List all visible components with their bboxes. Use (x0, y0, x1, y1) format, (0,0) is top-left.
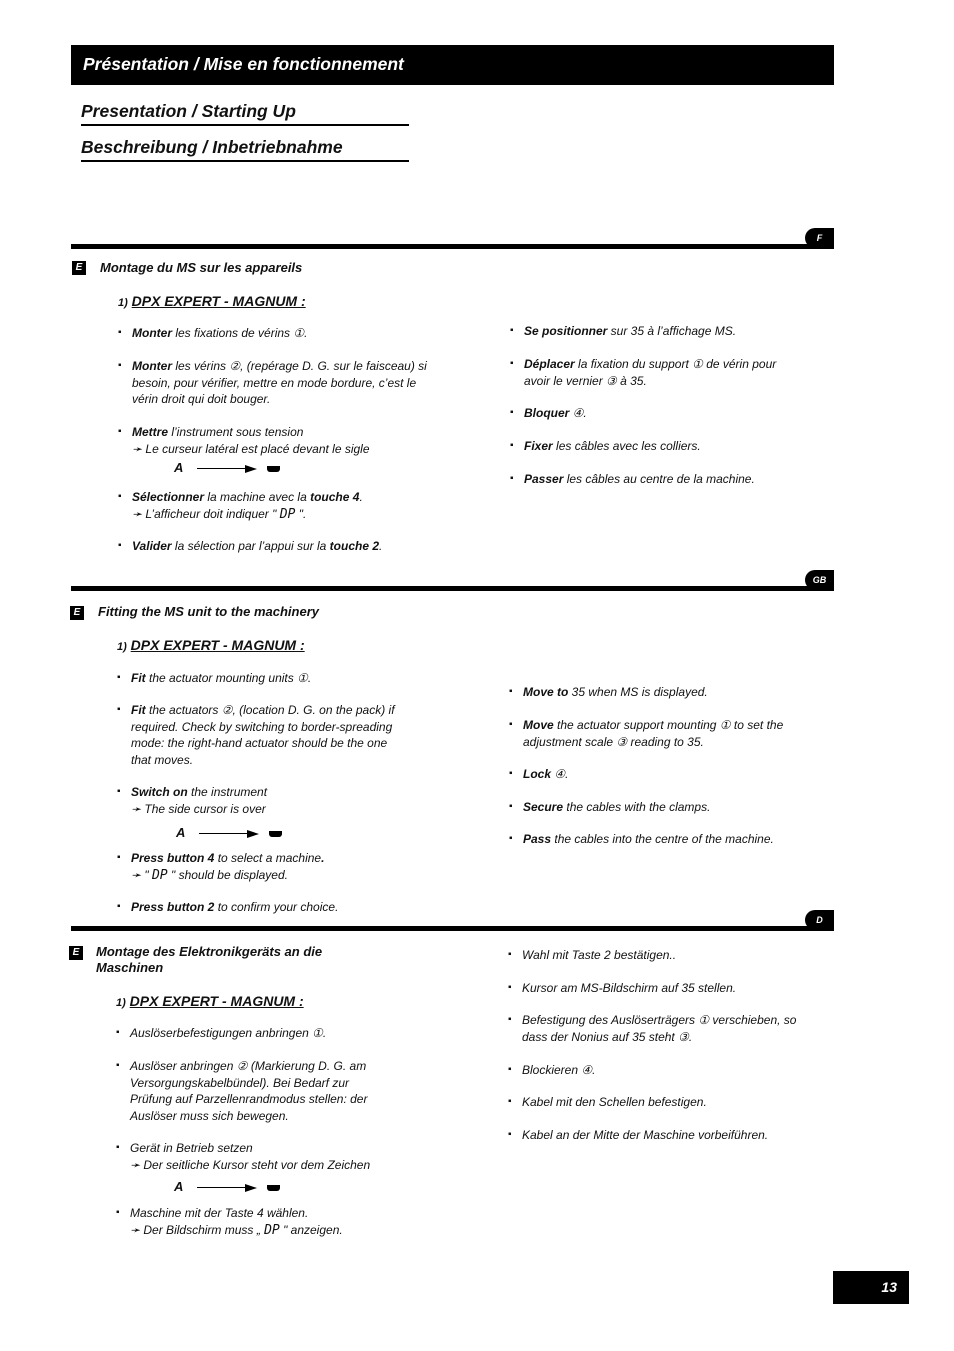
list-item: ▪ Fit the actuator mounting units ①. (117, 670, 421, 687)
list-item: ▪ Kabel mit den Schellen befestigen. (508, 1094, 812, 1111)
lang-tab-f: F (805, 228, 834, 248)
model-heading-d (116, 993, 304, 1009)
list-item: ▪ Kabel an der Mitte der Maschine vorbeiführen. (508, 1127, 822, 1144)
list-item: ▪ Kursor am MS-Bildschirm auf 35 stellen. (508, 980, 812, 997)
model-number: 1) (116, 997, 126, 1009)
model-heading-f (118, 293, 306, 309)
arrow-icon (247, 830, 259, 838)
list-item: ▪ Gerät in Betrieb setzen ➛ Der seitliche Kursor steht vor dem Zeichen (116, 1140, 430, 1173)
list-item: ▪ Switch on the instrument ➛ The side cursor is over (117, 784, 421, 817)
subtitle-d: Beschreibung / Inbetriebnahme (81, 137, 409, 162)
list-item: ▪ Valider la sélection par l’appui sur la touche 2. (118, 538, 452, 555)
list-item: ▪ Se positionner sur 35 à l’affichage MS. (510, 323, 804, 340)
list-item: ▪ Sélectionner la machine avec la touche 4. ➛ L’afficheur doit indiquer " DP ". (118, 489, 452, 523)
cursor-icon (269, 831, 282, 837)
section-title-f: Montage du MS sur les appareils (100, 260, 303, 275)
model-name: DPX EXPERT - MAGNUM : (130, 637, 305, 653)
section-marker-d: E (69, 946, 83, 960)
list-item: ▪ Déplacer la fixation du support ① de vérin pour avoir le vernier ③ à 35. (510, 356, 804, 389)
section-rule-gb (71, 586, 834, 591)
list-item: ▪ Monter les fixations de vérins ①. (118, 325, 432, 342)
list-item: ▪ Press button 4 to select a machine. ➛ " DP " should be displayed. (117, 850, 431, 884)
lang-tab-d: D (805, 910, 834, 930)
subtitle-gb: Presentation / Starting Up (81, 101, 409, 126)
section-marker-f: E (72, 261, 86, 275)
list-item: ▪ Auslöser anbringen ② (Markierung D. G. am Versorgungskabelbündel). Bei Bedarf zur Prüfung auf Parzellenrandmodus stellen: der Auslöser muss sich bewegen. (116, 1058, 385, 1124)
list-item: ▪ Fixer les câbles avec les colliers. (510, 438, 804, 455)
list-item: ▪ Bloquer ④. (510, 405, 804, 422)
model-name: DPX EXPERT - MAGNUM : (129, 993, 304, 1009)
list-item: ▪ Move to 35 when MS is displayed. (509, 684, 803, 701)
list-item: ▪ Blockieren ④. (508, 1062, 812, 1079)
section-title-gb: Fitting the MS unit to the machinery (98, 604, 319, 619)
section-rule-d (71, 926, 834, 931)
list-item: ▪ Auslöserbefestigungen anbringen ①. (116, 1025, 410, 1042)
model-number: 1) (117, 641, 127, 653)
arrow-to-cursor: A (176, 825, 282, 840)
header-bar (71, 45, 834, 85)
display-dp: DP (264, 1222, 280, 1238)
list-item: ▪ Press button 2 to confirm your choice. (117, 899, 431, 916)
model-heading-gb (117, 637, 305, 653)
list-item: ▪ Secure the cables with the clamps. (509, 799, 803, 816)
cursor-icon (267, 1185, 280, 1191)
list-item: ▪ Mettre l’instrument sous tension ➛ Le curseur latéral est placé devant le sigle (118, 424, 432, 457)
list-item: ▪ Passer les câbles au centre de la machine. (510, 471, 804, 488)
section-rule-f (71, 244, 834, 249)
section-marker-gb: E (70, 606, 84, 620)
list-item: ▪ Fit the actuators ②, (location D. G. on the pack) if required. Check by switching to border-spreading mode: the right-hand actuator should be the one that moves. (117, 702, 406, 768)
arrow-to-cursor: A (174, 1179, 280, 1194)
list-item: ▪ Move the actuator support mounting ① to set the adjustment scale ③ reading to 35. (509, 717, 793, 750)
section-title-d: Montage des Elektronikgeräts an die Maschinen (96, 944, 323, 975)
arrow-icon (245, 465, 257, 473)
model-name: DPX EXPERT - MAGNUM : (131, 293, 306, 309)
page-title: Présentation / Mise en fonctionnement (83, 54, 404, 74)
arrow-to-cursor: A (174, 460, 280, 475)
list-item: ▪ Pass the cables into the centre of the machine. (509, 831, 813, 848)
list-item: ▪ Maschine mit der Taste 4 wählen. ➛ Der Bildschirm muss „ DP " anzeigen. (116, 1205, 430, 1239)
list-item: ▪ Monter les vérins ②, (repérage D. G. sur le faisceau) si besoin, pour vérifier, mettre en mode bordure, c’est le vérin droit qui doit bouger. (118, 358, 432, 408)
arrow-icon (245, 1184, 257, 1192)
display-dp: DP (279, 506, 296, 522)
list-item: ▪ Befestigung des Auslöserträgers ① verschieben, so dass der Nonius auf 35 steht ③. (508, 1012, 817, 1045)
model-number: 1) (118, 297, 128, 309)
list-item: ▪ Wahl mit Taste 2 bestätigen.. (508, 947, 812, 964)
lang-tab-gb: GB (805, 570, 834, 590)
page-number: 13 (833, 1271, 909, 1304)
cursor-icon (267, 466, 280, 472)
list-item: ▪ Lock ④. (509, 766, 803, 783)
display-dp: DP (151, 867, 168, 883)
